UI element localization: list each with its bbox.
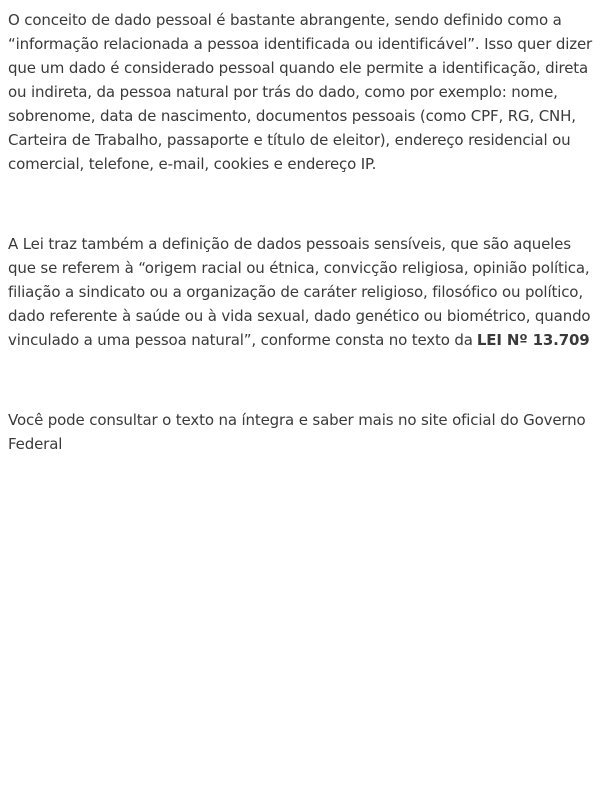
paragraph-sensitive-data-definition xyxy=(8,232,594,352)
article-body xyxy=(8,8,594,456)
law-reference-link[interactable]: LEI Nº 13.709 xyxy=(476,331,590,349)
paragraph-consult-full-text: Você pode consultar o texto na íntegra e saber mais no site oficial do Governo Federal xyxy=(8,411,586,453)
paragraph-sensitive-data-text: A Lei traz também a definição de dados pessoais sensíveis, que são aqueles que se referem à “origem racial ou étnica, convicção religiosa, opinião política, filiação a sindicato ou a organização de caráter religioso, filosófico ou político, dado referente à saúde ou à vida sexual, dado genético ou biométrico, quando vinculado a uma pessoa natural”, conforme consta no texto da xyxy=(8,235,591,349)
paragraph-personal-data-definition: O conceito de dado pessoal é bastante abrangente, sendo definido como a “informação relacionada a pessoa identificada ou identificável”. Isso quer dizer que um dado é considerado pessoal quando ele permite a identificação, direta ou indireta, da pessoa natural por trás do dado, como por exemplo: nome, sobrenome, data de nascimento, documentos pessoais (como CPF, RG, CNH, Carteira de Trabalho, passaporte e título de eleitor), endereço residencial ou comercial, telefone, e-mail, cookies e endereço IP. xyxy=(8,11,593,173)
